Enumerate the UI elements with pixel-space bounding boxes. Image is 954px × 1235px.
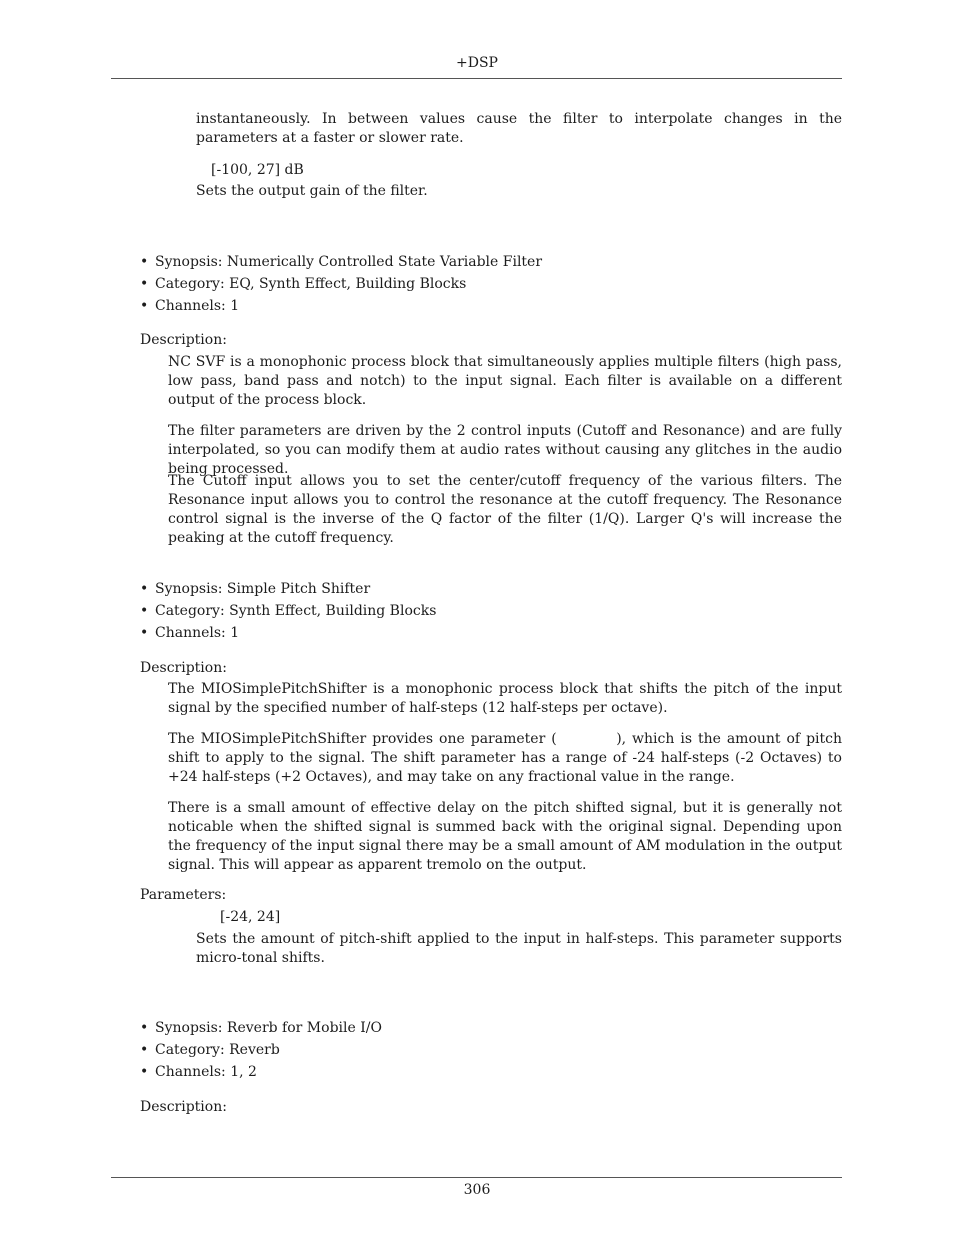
list-item: • Channels: 1: [140, 295, 542, 317]
reverb-description-label: Description:: [140, 1099, 227, 1115]
pitch-paragraph-1: The MIOSimplePitchShifter is a monophonic process block that shifts the pitch of the input signal by the specified number of half-steps (12 half-steps per octave).: [168, 681, 842, 716]
list-item: • Category: Reverb: [140, 1039, 382, 1061]
ncsvf-info-list: [140, 251, 542, 317]
gain-description: Sets the output gain of the filter.: [196, 183, 428, 199]
bullet-icon: •: [140, 254, 149, 270]
list-item: • Channels: 1: [140, 622, 436, 644]
ncsvf-paragraph-2: The filter parameters are driven by the 2 control inputs (Cutoff and Resonance) and are fully interpolated, so you can modify them at audio rates without causing any glitches in the audio being processed.: [168, 423, 842, 477]
ncsvf-description-label: Description:: [140, 332, 227, 348]
pitch-info-list: [140, 578, 436, 644]
continuation-paragraph: instantaneously. In between values cause the filter to interpolate changes in the parameters at a faster or slower rate.: [196, 111, 842, 146]
shift-range: [-24, 24]: [220, 909, 281, 925]
bullet-icon: •: [140, 1064, 149, 1080]
list-item: • Synopsis: Numerically Controlled State Variable Filter: [140, 251, 542, 273]
list-item: • Channels: 1, 2: [140, 1061, 382, 1083]
bullet-icon: •: [140, 1042, 149, 1058]
running-header: +DSP: [456, 55, 498, 71]
list-item: • Category: EQ, Synth Effect, Building Blocks: [140, 273, 542, 295]
pitch-parameters-label: Parameters:: [140, 887, 227, 903]
header-rule: [111, 78, 842, 79]
ncsvf-paragraph-3: The Cutoff input allows you to set the center/cutoff frequency of the various filters. The Resonance input allows you to control the resonance at the cutoff frequency. The Resonance control signal is the inverse of the Q factor of the filter (1/Q). Larger Q's will increase the peaking at the cutoff frequency.: [168, 473, 842, 546]
bullet-icon: •: [140, 298, 149, 314]
page-number: 306: [463, 1182, 491, 1198]
bullet-icon: •: [140, 603, 149, 619]
pitch-description-label: Description:: [140, 660, 227, 676]
shift-parameter-description: Sets the amount of pitch-shift applied to the input in half-steps. This parameter supports micro-tonal shifts.: [196, 931, 842, 966]
pitch-paragraph-2: The MIOSimplePitchShifter provides one parameter ( ), which is the amount of pitch shift to apply to the signal. The shift parameter has a range of -24 half-steps (-2 Octaves) to +24 half-steps (+2 Octaves), and may take on any fractional value in the range.: [168, 731, 847, 785]
list-item: • Synopsis: Simple Pitch Shifter: [140, 578, 436, 600]
list-item: • Category: Synth Effect, Building Blocks: [140, 600, 436, 622]
list-item: • Synopsis: Reverb for Mobile I/O: [140, 1017, 382, 1039]
footer-rule: [111, 1177, 842, 1178]
bullet-icon: •: [140, 1020, 149, 1036]
pitch-paragraph-3: There is a small amount of effective delay on the pitch shifted signal, but it is generally not noticable when the shifted signal is summed back with the original signal. Depending upon the frequency of the input signal there may be a small amount of AM modulation in the output signal. This will appear as apparent tremolo on the output.: [168, 800, 842, 873]
ncsvf-paragraph-1: NC SVF is a monophonic process block that simultaneously applies multiple filters (high pass, low pass, band pass and notch) to the input signal. Each filter is available on a different output of the process block.: [168, 354, 842, 408]
gain-range: [-100, 27] dB: [211, 162, 304, 178]
bullet-icon: •: [140, 276, 149, 292]
bullet-icon: •: [140, 581, 149, 597]
reverb-info-list: [140, 1017, 382, 1083]
bullet-icon: •: [140, 625, 149, 641]
